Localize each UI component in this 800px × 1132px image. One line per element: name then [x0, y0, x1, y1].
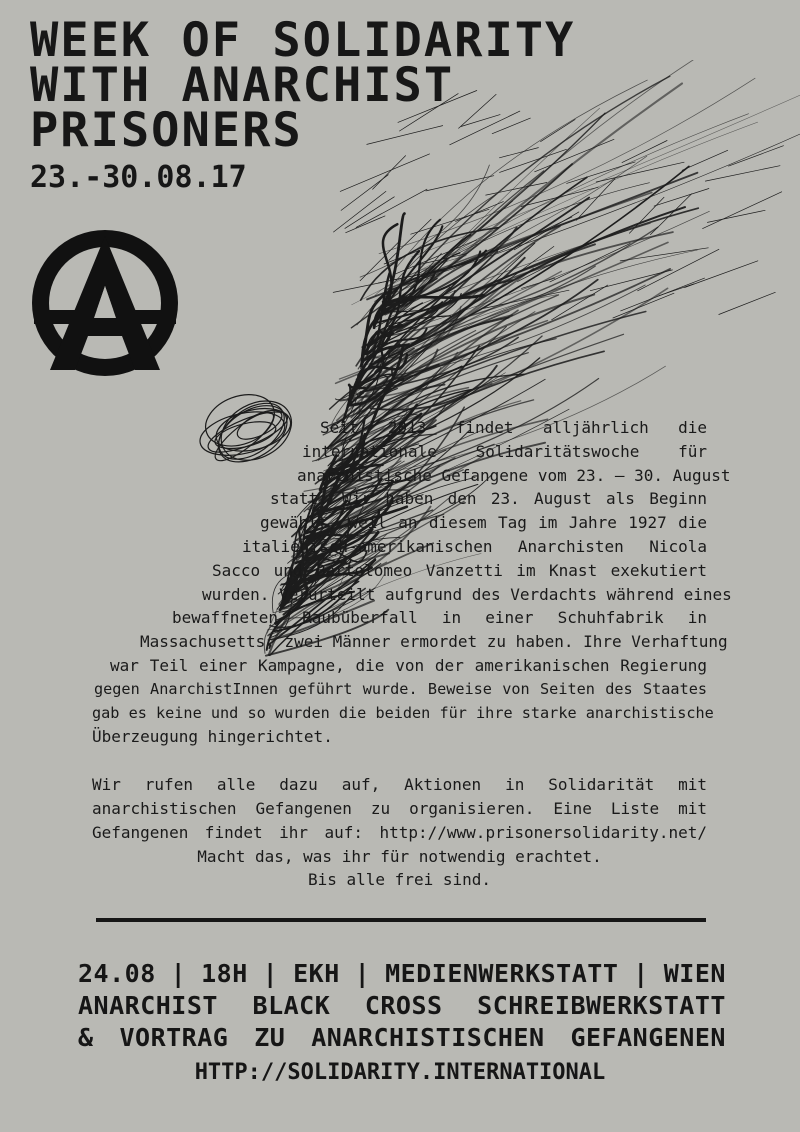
event-line-talk [78, 1022, 726, 1054]
event-word: CROSS [364, 991, 443, 1020]
event-word: & [78, 1023, 94, 1052]
body-line: gab es keine und so wurden die beiden für ihre starke anarchistische [92, 703, 714, 722]
body-line: Sacco und Bartolomeo Vanzetti im Knast exekutiert [212, 560, 707, 580]
event-word: WIEN [663, 959, 726, 988]
event-word: | [633, 959, 649, 988]
event-line-when-where [78, 958, 726, 990]
body-line: Seit 2013 findet alljährlich die [320, 418, 707, 437]
body-line: Massachusetts, zwei Männer ermordet zu haben. Ihre Verhaftung [140, 632, 728, 652]
event-word: ANARCHISTISCHEN [311, 1023, 545, 1052]
body-line: Wir rufen alle dazu auf, Aktionen in Solidarität mit [92, 775, 707, 795]
divider-rule [96, 918, 706, 922]
event-word: | [170, 959, 187, 988]
body-line: anarchistischen Gefangenen zu organisieren. Eine Liste mit [92, 798, 707, 818]
body-line: Überzeugung hingerichtet. [92, 727, 333, 747]
event-word: 24.08 [78, 959, 156, 988]
event-word: ANARCHIST [78, 991, 218, 1020]
event-word: BLACK [252, 991, 331, 1020]
event-word: GEFANGENEN [570, 1023, 726, 1052]
title-line: PRISONERS [30, 103, 303, 158]
website-url[interactable]: HTTP://SOLIDARITY.INTERNATIONAL [194, 1060, 606, 1085]
paragraph-history [92, 416, 732, 749]
event-word: VORTRAG [119, 1023, 229, 1052]
event-word: EKH [293, 959, 340, 988]
title-line: WEEK OF SOLIDARITY [30, 13, 576, 68]
title-line: WITH ANARCHIST [30, 58, 455, 113]
body-line: Gefangenen findet ihr auf: http://www.prisonersolidarity.net/ [92, 822, 707, 842]
body-line: internationale Solidaritätswoche für [302, 441, 707, 461]
event-word: | [262, 959, 279, 988]
body-line: italienisch-amerikanischen Anarchisten Nicola [242, 536, 707, 556]
body-line: war Teil einer Kampagne, die von der amerikanischen Regierung [110, 655, 707, 675]
event-word: ZU [254, 1023, 286, 1052]
article-body [92, 416, 732, 892]
event-word: | [354, 959, 371, 988]
closing-line: Bis alle frei sind. [307, 870, 492, 890]
body-line: wurden. Verurteilt aufgrund des Verdachts während eines [202, 584, 732, 604]
event-details [78, 958, 726, 1054]
closing-line: Macht das, was ihr für notwendig erachtet. [197, 846, 602, 866]
event-dates: 23.-30.08.17 [30, 160, 247, 195]
closing-lines [92, 845, 707, 893]
body-line: gewählt, weil an diesem Tag im Jahre 1927 die [260, 513, 707, 533]
paragraph-call-to-action [92, 773, 707, 844]
body-line: gegen AnarchistInnen geführt wurde. Beweise von Seiten des Staates [94, 679, 707, 698]
body-line: anarchistische Gefangene vom 23. – 30. August [297, 465, 731, 485]
event-word: SCHREIBWERKSTATT [477, 991, 726, 1020]
event-word: MEDIENWERKSTATT [385, 959, 619, 988]
event-line-workshop [78, 990, 726, 1022]
event-word: 18H [201, 959, 248, 988]
body-line: bewaffneten Raubüberfall in einer Schuhfabrik in [172, 608, 707, 628]
body-line: statt. Wir haben den 23. August als Beginn [270, 489, 707, 509]
